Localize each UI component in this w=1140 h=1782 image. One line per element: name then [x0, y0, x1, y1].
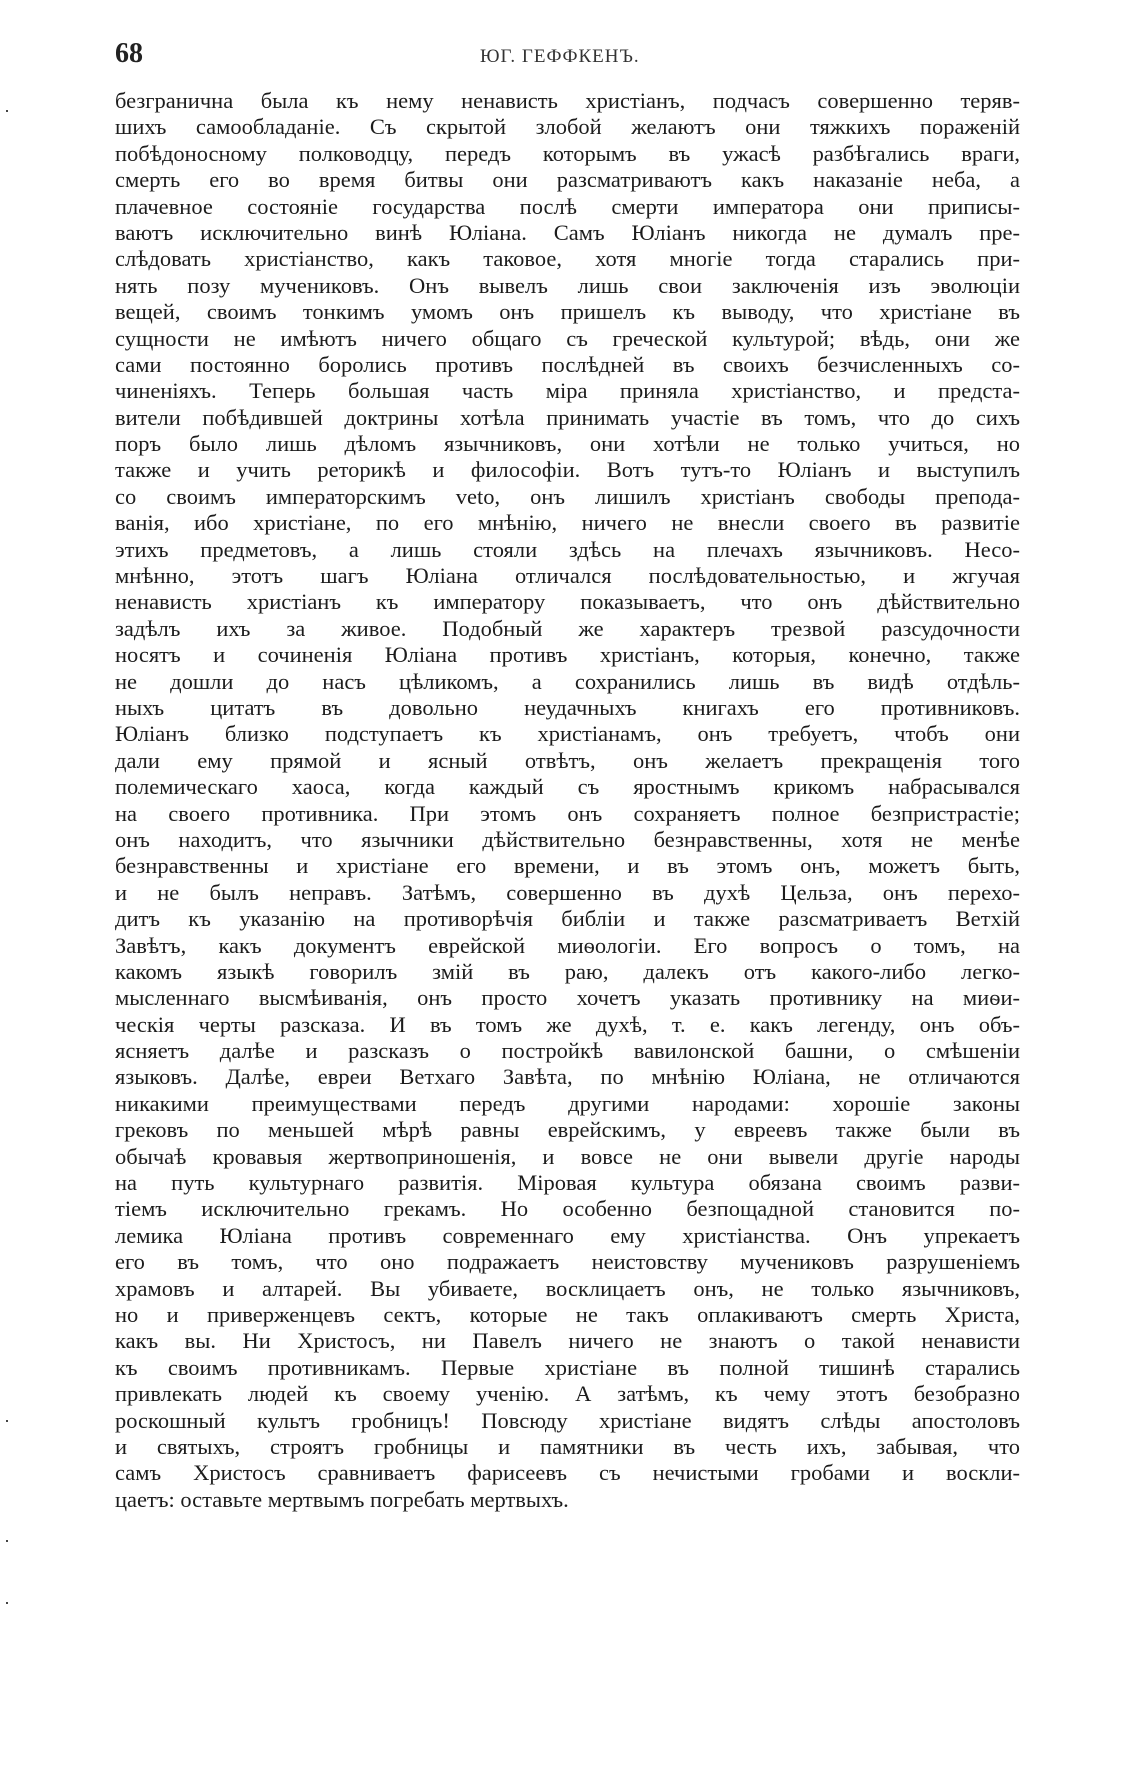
text-line: ясняетъ далѣе и разсказъ о постройкѣ вавилонской башни, о смѣшеніи — [115, 1038, 1020, 1064]
text-line: привлекать людей къ своему ученію. А затѣмъ, къ чему этотъ безобразно — [115, 1381, 1020, 1407]
text-line: безнравственны и христіане его времени, и въ этомъ онъ, можетъ быть, — [115, 853, 1020, 879]
text-line: плачевное состояніе государства послѣ смерти императора они приписы- — [115, 193, 1020, 219]
text-line: ванія, ибо христіане, по его мнѣнію, ничего не внесли своего въ развитіе — [115, 510, 1020, 536]
text-line: цаетъ: оставьте мертвымъ погребать мертвыхъ. — [115, 1486, 569, 1512]
text-line: его въ томъ, что оно подражаетъ неистовству мучениковъ разрушеніемъ — [115, 1249, 1020, 1275]
text-line: ваютъ исключительно винѣ Юліана. Самъ Юліанъ никогда не думалъ пре- — [115, 219, 1020, 245]
text-line: какъ вы. Ни Христосъ, ни Павелъ ничего не знаютъ о такой ненависти — [115, 1328, 1020, 1354]
text-line: побѣдоносному полководцу, передъ которымъ въ ужасѣ разбѣгались враги, — [115, 140, 1020, 166]
margin-scan-artifacts — [6, 0, 10, 1782]
text-line: также и учить реторикѣ и философіи. Вотъ тутъ-то Юліанъ и выступилъ — [115, 457, 1020, 483]
text-line: не дошли до насъ цѣликомъ, а сохранились лишь въ видѣ отдѣль- — [115, 668, 1020, 694]
text-line: на путь культурнаго развитія. Міровая культура обязана своимъ разви- — [115, 1170, 1020, 1196]
text-line: какомъ языкѣ говорилъ змій въ раю, далекъ отъ какого-либо легко- — [115, 958, 1020, 984]
text-line: безгранична была къ нему ненависть христіанъ, подчасъ совершенно теряв- — [115, 88, 1020, 113]
text-line: задѣлъ ихъ за живое. Подобный же характеръ трезвой разсудочности — [115, 615, 1020, 641]
text-line: дали ему прямой и ясный отвѣтъ, онъ желаетъ прекращенія того — [115, 747, 1020, 773]
text-line: нять позу мучениковъ. Онъ вывелъ лишь свои заключенія изъ эволюціи — [115, 272, 1020, 298]
text-line: храмовъ и алтарей. Вы убиваете, восклицаетъ онъ, не только язычниковъ, — [115, 1275, 1020, 1301]
text-line: ныхъ цитатъ въ довольно неудачныхъ книгахъ его противниковъ. — [115, 694, 1020, 720]
text-line: обычаѣ кровавыя жертвоприношенія, и вовсе не они вывели другіе народы — [115, 1143, 1020, 1169]
text-line: лемика Юліана противъ современнаго ему христіанства. Онъ упрекаетъ — [115, 1222, 1020, 1248]
text-line: и святыхъ, строятъ гробницы и памятники въ честь ихъ, забывая, что — [115, 1433, 1020, 1459]
text-line: сущности не имѣютъ ничего общаго съ греческой культурой; вѣдь, они же — [115, 325, 1020, 351]
text-line: Юліанъ близко подступаетъ къ христіанамъ, онъ требуетъ, чтобъ они — [115, 721, 1020, 747]
text-line: шихъ самообладаніе. Съ скрытой злобой желаютъ они тяжкихъ пораженій — [115, 114, 1020, 140]
text-line: вители побѣдившей доктрины хотѣла принимать участіе въ томъ, что до сихъ — [115, 404, 1020, 430]
text-line: чиненіяхъ. Теперь большая часть міра приняла христіанство, и предста- — [115, 378, 1020, 404]
page-number: 68 — [115, 38, 143, 69]
text-line: слѣдовать христіанство, какъ таковое, хотя многіе тогда старались при- — [115, 246, 1020, 272]
text-line: вещей, своимъ тонкимъ умомъ онъ пришелъ къ выводу, что христіане въ — [115, 299, 1020, 325]
text-line: ческія черты разсказа. И въ томъ же духѣ, т. е. какъ легенду, онъ объ- — [115, 1011, 1020, 1037]
text-line: ненависть христіанъ къ императору показываетъ, что онъ дѣйствительно — [115, 589, 1020, 615]
body-text — [115, 88, 1020, 1513]
text-line: полемическаго хаоса, когда каждый съ яростнымъ крикомъ набрасывался — [115, 774, 1020, 800]
text-line: Завѣтъ, какъ документъ еврейской миѳологіи. Его вопросъ о томъ, на — [115, 932, 1020, 958]
text-line: онъ находитъ, что язычники дѣйствительно безнравственны, хотя не менѣе — [115, 826, 1020, 852]
text-line: носятъ и сочиненія Юліана противъ христіанъ, которыя, конечно, также — [115, 642, 1020, 668]
text-line: со своимъ императорскимъ veto, онъ лишилъ христіанъ свободы препода- — [115, 483, 1020, 509]
text-line: тіемъ исключительно грекамъ. Но особенно безпощадной становится по- — [115, 1196, 1020, 1222]
text-line: къ своимъ противникамъ. Первые христіане въ полной тишинѣ старались — [115, 1354, 1020, 1380]
text-line: грековъ по меньшей мѣрѣ равны еврейскимъ, у евреевъ также были въ — [115, 1117, 1020, 1143]
text-line: но и приверженцевъ сектъ, которые не такъ оплакиваютъ смерть Христа, — [115, 1301, 1020, 1327]
text-line: самъ Христосъ сравниваетъ фарисеевъ съ нечистыми гробами и воскли- — [115, 1460, 1020, 1486]
text-line: смерть его во время битвы они разсматриваютъ какъ наказаніе неба, а — [115, 167, 1020, 193]
text-line: этихъ предметовъ, а лишь стояли здѣсь на плечахъ язычниковъ. Несо- — [115, 536, 1020, 562]
text-line: сами постоянно боролись противъ послѣдней въ своихъ безчисленныхъ со- — [115, 351, 1020, 377]
text-line: никакими преимуществами передъ другими народами: хорошіе законы — [115, 1090, 1020, 1116]
text-line: поръ было лишь дѣломъ язычниковъ, они хотѣли не только учиться, но — [115, 431, 1020, 457]
text-line: языковъ. Далѣе, евреи Ветхаго Завѣта, по мнѣнію Юліана, не отличаются — [115, 1064, 1020, 1090]
text-line: мнѣнно, этотъ шагъ Юліана отличался послѣдовательностью, и жгучая — [115, 563, 1020, 589]
text-line: дитъ къ указанію на противорѣчія библіи и также разсматриваетъ Ветхій — [115, 906, 1020, 932]
page-header — [115, 38, 1020, 78]
text-line: мысленнаго высмѣиванія, онъ просто хочетъ указать противнику на миѳи- — [115, 985, 1020, 1011]
running-head: ЮГ. ГЕФФКЕНЪ. — [480, 46, 640, 67]
text-line: роскошный культъ гробницъ! Повсюду христіане видятъ слѣды апостоловъ — [115, 1407, 1020, 1433]
text-line: на своего противника. При этомъ онъ сохраняетъ полное безпристрастіе; — [115, 800, 1020, 826]
text-line: и не былъ неправъ. Затѣмъ, совершенно въ духѣ Цельза, онъ перехо- — [115, 879, 1020, 905]
